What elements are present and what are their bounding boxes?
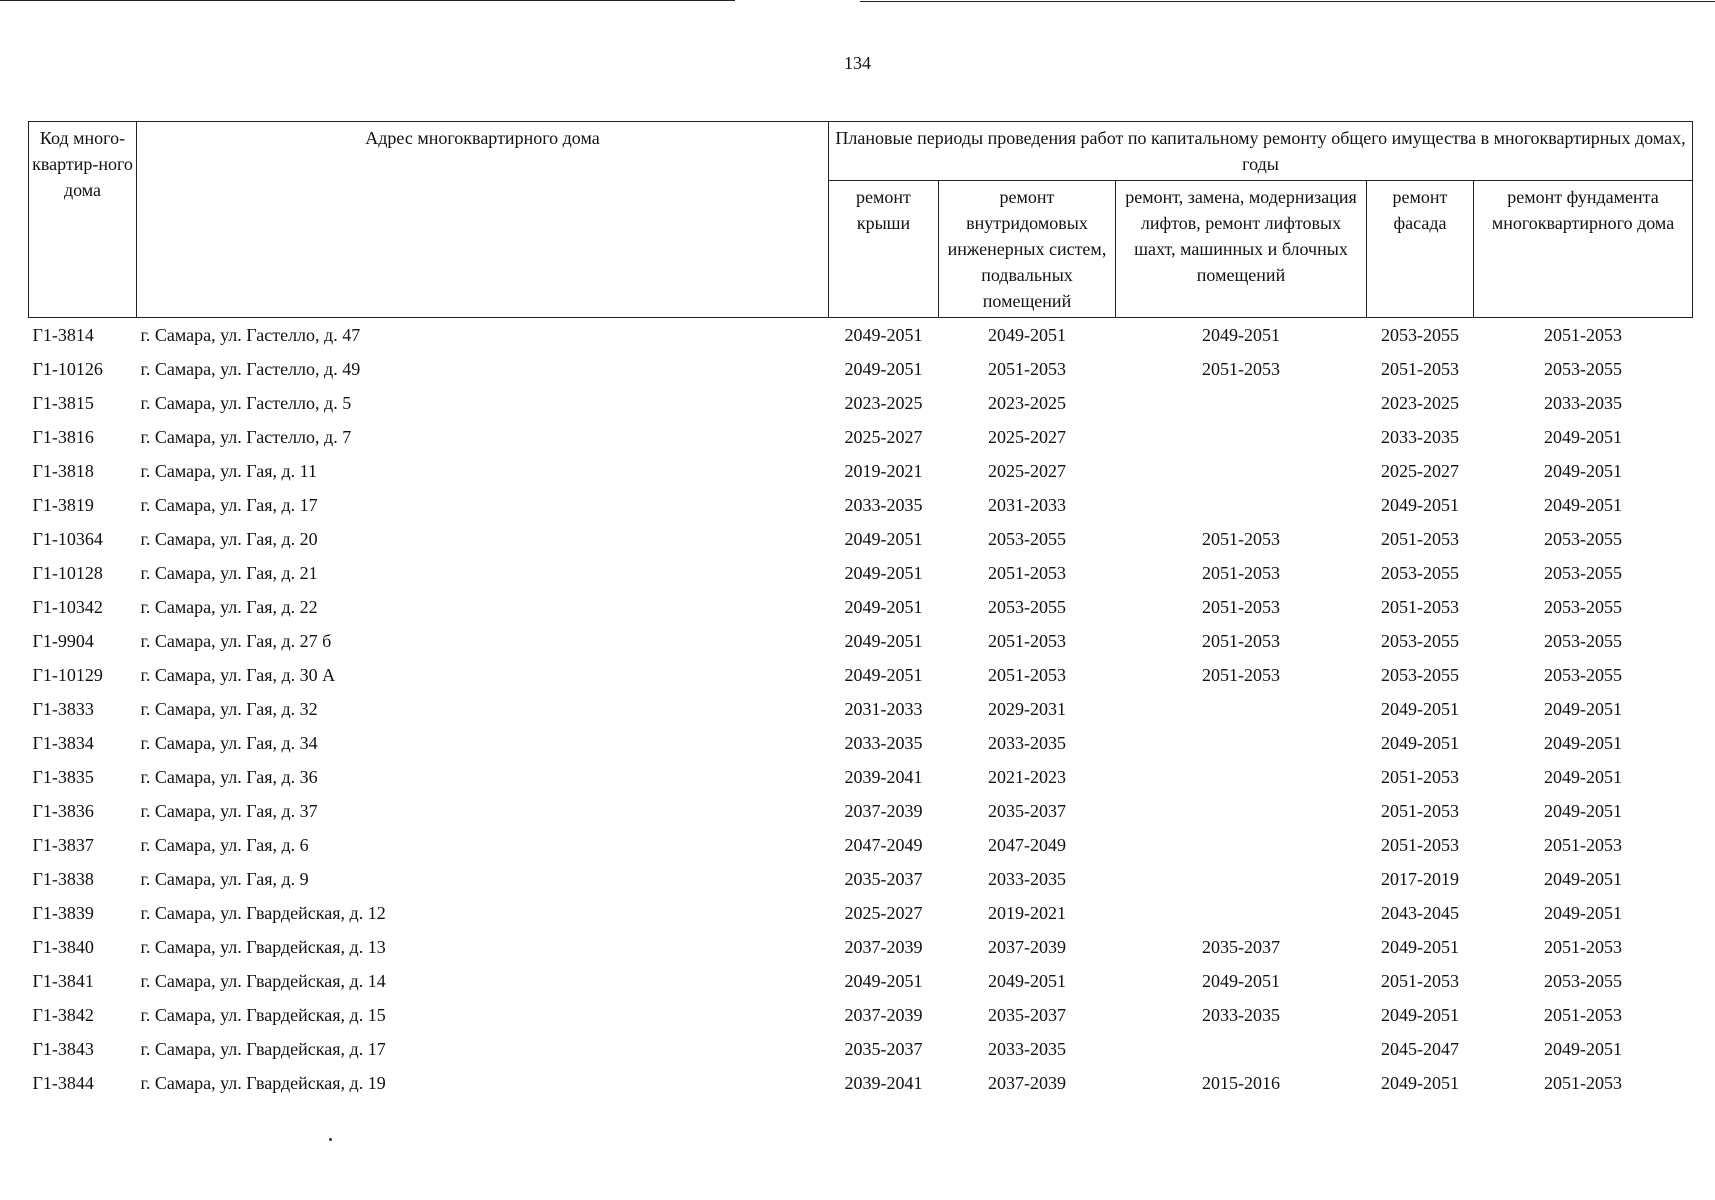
cell-address: г. Самара, ул. Гая, д. 22 xyxy=(140,596,318,617)
cell-lifts: 2015-2016 xyxy=(1202,1072,1280,1093)
cell-systems: 2047-2049 xyxy=(988,834,1066,855)
cell-foundation: 2051-2053 xyxy=(1544,1072,1622,1093)
cell-foundation: 2049-2051 xyxy=(1544,732,1622,753)
table-row xyxy=(29,658,1693,692)
cell-roof: 2037-2039 xyxy=(844,1004,923,1025)
table-row xyxy=(29,828,1693,862)
cell-address: г. Самара, ул. Гая, д. 30 А xyxy=(140,664,336,685)
cell-systems: 2021-2023 xyxy=(988,766,1066,787)
cell-lifts xyxy=(1116,862,1367,896)
cell-facade: 2049-2051 xyxy=(1381,1072,1459,1093)
cell-facade: 2053-2055 xyxy=(1381,562,1459,583)
cell-facade: 2049-2051 xyxy=(1381,1004,1459,1025)
cell-foundation: 2033-2035 xyxy=(1544,392,1622,413)
cell-code: Г1-10126 xyxy=(32,358,103,379)
table-row xyxy=(29,522,1693,556)
cell-systems: 2051-2053 xyxy=(988,358,1066,379)
table-row xyxy=(29,1032,1693,1066)
cell-roof: 2035-2037 xyxy=(844,1038,923,1059)
cell-systems: 2051-2053 xyxy=(988,562,1066,583)
table-row xyxy=(29,488,1693,522)
cell-facade: 2053-2055 xyxy=(1381,664,1459,685)
cell-code: Г1-3819 xyxy=(32,494,94,515)
cell-systems: 2033-2035 xyxy=(988,868,1066,889)
cell-code: Г1-3837 xyxy=(32,834,94,855)
cell-foundation: 2051-2053 xyxy=(1544,1004,1622,1025)
scan-edge-line xyxy=(860,1,1715,2)
table-row xyxy=(29,454,1693,488)
cell-code: Г1-3843 xyxy=(32,1038,94,1059)
cell-code: Г1-3836 xyxy=(32,800,94,821)
cell-roof: 2033-2035 xyxy=(844,494,923,515)
cell-foundation: 2049-2051 xyxy=(1544,766,1622,787)
cell-facade: 2051-2053 xyxy=(1381,358,1459,379)
cell-roof: 2037-2039 xyxy=(844,936,923,957)
cell-lifts xyxy=(1116,828,1367,862)
cell-address: г. Самара, ул. Гая, д. 6 xyxy=(140,834,309,855)
cell-address: г. Самара, ул. Гая, д. 9 xyxy=(140,868,309,889)
cell-code: Г1-3844 xyxy=(32,1072,94,1093)
cell-facade: 2033-2035 xyxy=(1381,426,1459,447)
cell-systems: 2037-2039 xyxy=(988,936,1066,957)
cell-lifts xyxy=(1116,488,1367,522)
table-row xyxy=(29,862,1693,896)
cell-code: Г1-3818 xyxy=(32,460,94,481)
cell-facade: 2049-2051 xyxy=(1381,732,1459,753)
cell-roof: 2037-2039 xyxy=(844,800,923,821)
cell-lifts: 2033-2035 xyxy=(1202,1004,1280,1025)
cell-foundation: 2051-2053 xyxy=(1544,936,1622,957)
cell-roof: 2049-2051 xyxy=(844,358,923,379)
table-row xyxy=(29,624,1693,658)
cell-code: Г1-3835 xyxy=(32,766,94,787)
cell-address: г. Самара, ул. Гвардейская, д. 15 xyxy=(140,1004,386,1025)
cell-lifts: 2051-2053 xyxy=(1202,528,1280,549)
cell-foundation: 2049-2051 xyxy=(1544,1038,1622,1059)
cell-code: Г1-3838 xyxy=(32,868,94,889)
header-code: Код много-квартир-ного дома xyxy=(29,122,137,318)
cell-lifts xyxy=(1116,794,1367,828)
cell-code: Г1-10342 xyxy=(32,596,103,617)
header-roof: ремонт крыши xyxy=(829,181,939,318)
cell-code: Г1-3816 xyxy=(32,426,94,447)
cell-roof: 2023-2025 xyxy=(844,392,923,413)
cell-address: г. Самара, ул. Гая, д. 32 xyxy=(140,698,318,719)
cell-code: Г1-3834 xyxy=(32,732,94,753)
table-row xyxy=(29,794,1693,828)
cell-facade: 2051-2053 xyxy=(1381,766,1459,787)
cell-systems: 2049-2051 xyxy=(988,970,1066,991)
cell-facade: 2051-2053 xyxy=(1381,596,1459,617)
cell-facade: 2049-2051 xyxy=(1381,698,1459,719)
cell-roof: 2039-2041 xyxy=(844,1072,923,1093)
table-row xyxy=(29,318,1693,353)
header-address: Адрес многоквартирного дома xyxy=(137,122,829,318)
cell-code: Г1-3814 xyxy=(32,324,94,345)
table-row xyxy=(29,420,1693,454)
cell-facade: 2049-2051 xyxy=(1381,936,1459,957)
cell-roof: 2025-2027 xyxy=(844,426,923,447)
cell-roof: 2049-2051 xyxy=(844,664,923,685)
cell-foundation: 2053-2055 xyxy=(1544,630,1622,651)
table-row xyxy=(29,964,1693,998)
cell-foundation: 2053-2055 xyxy=(1544,562,1622,583)
repair-schedule-table xyxy=(28,121,1693,1100)
cell-systems: 2025-2027 xyxy=(988,460,1066,481)
cell-roof: 2049-2051 xyxy=(844,630,923,651)
cell-roof: 2025-2027 xyxy=(844,902,923,923)
cell-code: Г1-3841 xyxy=(32,970,94,991)
cell-lifts xyxy=(1116,760,1367,794)
cell-code: Г1-10364 xyxy=(32,528,103,549)
scan-edge-line xyxy=(0,0,735,1)
cell-foundation: 2049-2051 xyxy=(1544,868,1622,889)
cell-address: г. Самара, ул. Гая, д. 20 xyxy=(140,528,318,549)
cell-facade: 2053-2055 xyxy=(1381,324,1459,345)
cell-roof: 2039-2041 xyxy=(844,766,923,787)
cell-lifts xyxy=(1116,726,1367,760)
table-row xyxy=(29,590,1693,624)
cell-foundation: 2049-2051 xyxy=(1544,800,1622,821)
table-row xyxy=(29,726,1693,760)
cell-systems: 2049-2051 xyxy=(988,324,1066,345)
table-row xyxy=(29,692,1693,726)
header-lifts: ремонт, замена, модернизация лифтов, ремонт лифтовых шахт, машинных и блочных помещений xyxy=(1116,181,1367,318)
cell-lifts xyxy=(1116,454,1367,488)
cell-systems: 2033-2035 xyxy=(988,732,1066,753)
cell-facade: 2043-2045 xyxy=(1381,902,1459,923)
cell-facade: 2045-2047 xyxy=(1381,1038,1459,1059)
cell-foundation: 2053-2055 xyxy=(1544,664,1622,685)
cell-lifts xyxy=(1116,896,1367,930)
cell-roof: 2035-2037 xyxy=(844,868,923,889)
cell-code: Г1-10129 xyxy=(32,664,103,685)
cell-foundation: 2053-2055 xyxy=(1544,970,1622,991)
cell-roof: 2049-2051 xyxy=(844,970,923,991)
cell-roof: 2049-2051 xyxy=(844,324,923,345)
cell-lifts xyxy=(1116,692,1367,726)
cell-code: Г1-3839 xyxy=(32,902,94,923)
cell-systems: 2025-2027 xyxy=(988,426,1066,447)
cell-address: г. Самара, ул. Гая, д. 37 xyxy=(140,800,318,821)
cell-facade: 2051-2053 xyxy=(1381,528,1459,549)
cell-systems: 2033-2035 xyxy=(988,1038,1066,1059)
cell-systems: 2031-2033 xyxy=(988,494,1066,515)
cell-code: Г1-10128 xyxy=(32,562,103,583)
cell-foundation: 2051-2053 xyxy=(1544,324,1622,345)
cell-roof: 2019-2021 xyxy=(844,460,923,481)
cell-code: Г1-9904 xyxy=(32,630,94,651)
cell-address: г. Самара, ул. Гвардейская, д. 12 xyxy=(140,902,386,923)
table-row xyxy=(29,896,1693,930)
cell-lifts: 2051-2053 xyxy=(1202,630,1280,651)
cell-address: г. Самара, ул. Гвардейская, д. 17 xyxy=(140,1038,386,1059)
cell-systems: 2023-2025 xyxy=(988,392,1066,413)
table-row xyxy=(29,760,1693,794)
cell-roof: 2049-2051 xyxy=(844,596,923,617)
table-row xyxy=(29,998,1693,1032)
cell-code: Г1-3842 xyxy=(32,1004,94,1025)
table-row xyxy=(29,556,1693,590)
cell-foundation: 2049-2051 xyxy=(1544,698,1622,719)
cell-roof: 2031-2033 xyxy=(844,698,923,719)
cell-facade: 2053-2055 xyxy=(1381,630,1459,651)
cell-facade: 2051-2053 xyxy=(1381,800,1459,821)
cell-systems: 2037-2039 xyxy=(988,1072,1066,1093)
cell-facade: 2017-2019 xyxy=(1381,868,1459,889)
header-facade: ремонт фасада xyxy=(1367,181,1474,318)
cell-foundation: 2049-2051 xyxy=(1544,494,1622,515)
cell-facade: 2051-2053 xyxy=(1381,970,1459,991)
table-row xyxy=(29,386,1693,420)
cell-roof: 2049-2051 xyxy=(844,562,923,583)
cell-lifts: 2049-2051 xyxy=(1202,324,1280,345)
cell-foundation: 2053-2055 xyxy=(1544,358,1622,379)
cell-code: Г1-3833 xyxy=(32,698,94,719)
cell-address: г. Самара, ул. Гастелло, д. 5 xyxy=(140,392,352,413)
cell-lifts: 2049-2051 xyxy=(1202,970,1280,991)
cell-foundation: 2049-2051 xyxy=(1544,902,1622,923)
cell-roof: 2047-2049 xyxy=(844,834,923,855)
cell-systems: 2035-2037 xyxy=(988,1004,1066,1025)
cell-lifts: 2051-2053 xyxy=(1202,596,1280,617)
cell-systems: 2051-2053 xyxy=(988,630,1066,651)
cell-facade: 2049-2051 xyxy=(1381,494,1459,515)
cell-address: г. Самара, ул. Гая, д. 11 xyxy=(140,460,318,481)
header-systems: ремонт внутридомовых инженерных систем, подвальных помещений xyxy=(939,181,1116,318)
cell-lifts: 2051-2053 xyxy=(1202,664,1280,685)
cell-lifts: 2051-2053 xyxy=(1202,562,1280,583)
cell-address: г. Самара, ул. Гвардейская, д. 19 xyxy=(140,1072,386,1093)
table-row xyxy=(29,1066,1693,1100)
cell-facade: 2025-2027 xyxy=(1381,460,1459,481)
cell-address: г. Самара, ул. Гая, д. 36 xyxy=(140,766,318,787)
cell-address: г. Самара, ул. Гая, д. 17 xyxy=(140,494,318,515)
cell-foundation: 2049-2051 xyxy=(1544,426,1622,447)
header-foundation: ремонт фундамента многоквартирного дома xyxy=(1474,181,1693,318)
cell-address: г. Самара, ул. Гая, д. 27 б xyxy=(140,630,332,651)
page-number: 134 xyxy=(844,53,871,73)
cell-roof: 2033-2035 xyxy=(844,732,923,753)
cell-foundation: 2053-2055 xyxy=(1544,528,1622,549)
header-planned-periods: Плановые периоды проведения работ по капитальному ремонту общего имущества в многоквартирных домах, годы xyxy=(829,122,1693,181)
cell-facade: 2051-2053 xyxy=(1381,834,1459,855)
table-body xyxy=(29,318,1693,1101)
cell-systems: 2051-2053 xyxy=(988,664,1066,685)
cell-address: г. Самара, ул. Гастелло, д. 49 xyxy=(140,358,361,379)
cell-foundation: 2049-2051 xyxy=(1544,460,1622,481)
cell-facade: 2023-2025 xyxy=(1381,392,1459,413)
cell-lifts xyxy=(1116,386,1367,420)
cell-systems: 2053-2055 xyxy=(988,528,1066,549)
cell-systems: 2053-2055 xyxy=(988,596,1066,617)
cell-foundation: 2051-2053 xyxy=(1544,834,1622,855)
cell-code: Г1-3840 xyxy=(32,936,94,957)
scan-speck xyxy=(329,1138,332,1141)
cell-lifts: 2051-2053 xyxy=(1202,358,1280,379)
cell-address: г. Самара, ул. Гастелло, д. 47 xyxy=(140,324,361,345)
cell-roof: 2049-2051 xyxy=(844,528,923,549)
cell-address: г. Самара, ул. Гая, д. 21 xyxy=(140,562,318,583)
cell-address: г. Самара, ул. Гвардейская, д. 13 xyxy=(140,936,386,957)
cell-systems: 2035-2037 xyxy=(988,800,1066,821)
table-row xyxy=(29,352,1693,386)
cell-lifts xyxy=(1116,420,1367,454)
cell-lifts xyxy=(1116,1032,1367,1066)
table-row xyxy=(29,930,1693,964)
cell-systems: 2029-2031 xyxy=(988,698,1066,719)
cell-address: г. Самара, ул. Гастелло, д. 7 xyxy=(140,426,352,447)
header-row-top xyxy=(29,122,1693,181)
cell-code: Г1-3815 xyxy=(32,392,94,413)
cell-address: г. Самара, ул. Гвардейская, д. 14 xyxy=(140,970,386,991)
cell-address: г. Самара, ул. Гая, д. 34 xyxy=(140,732,318,753)
cell-systems: 2019-2021 xyxy=(988,902,1066,923)
cell-lifts: 2035-2037 xyxy=(1202,936,1280,957)
cell-foundation: 2053-2055 xyxy=(1544,596,1622,617)
